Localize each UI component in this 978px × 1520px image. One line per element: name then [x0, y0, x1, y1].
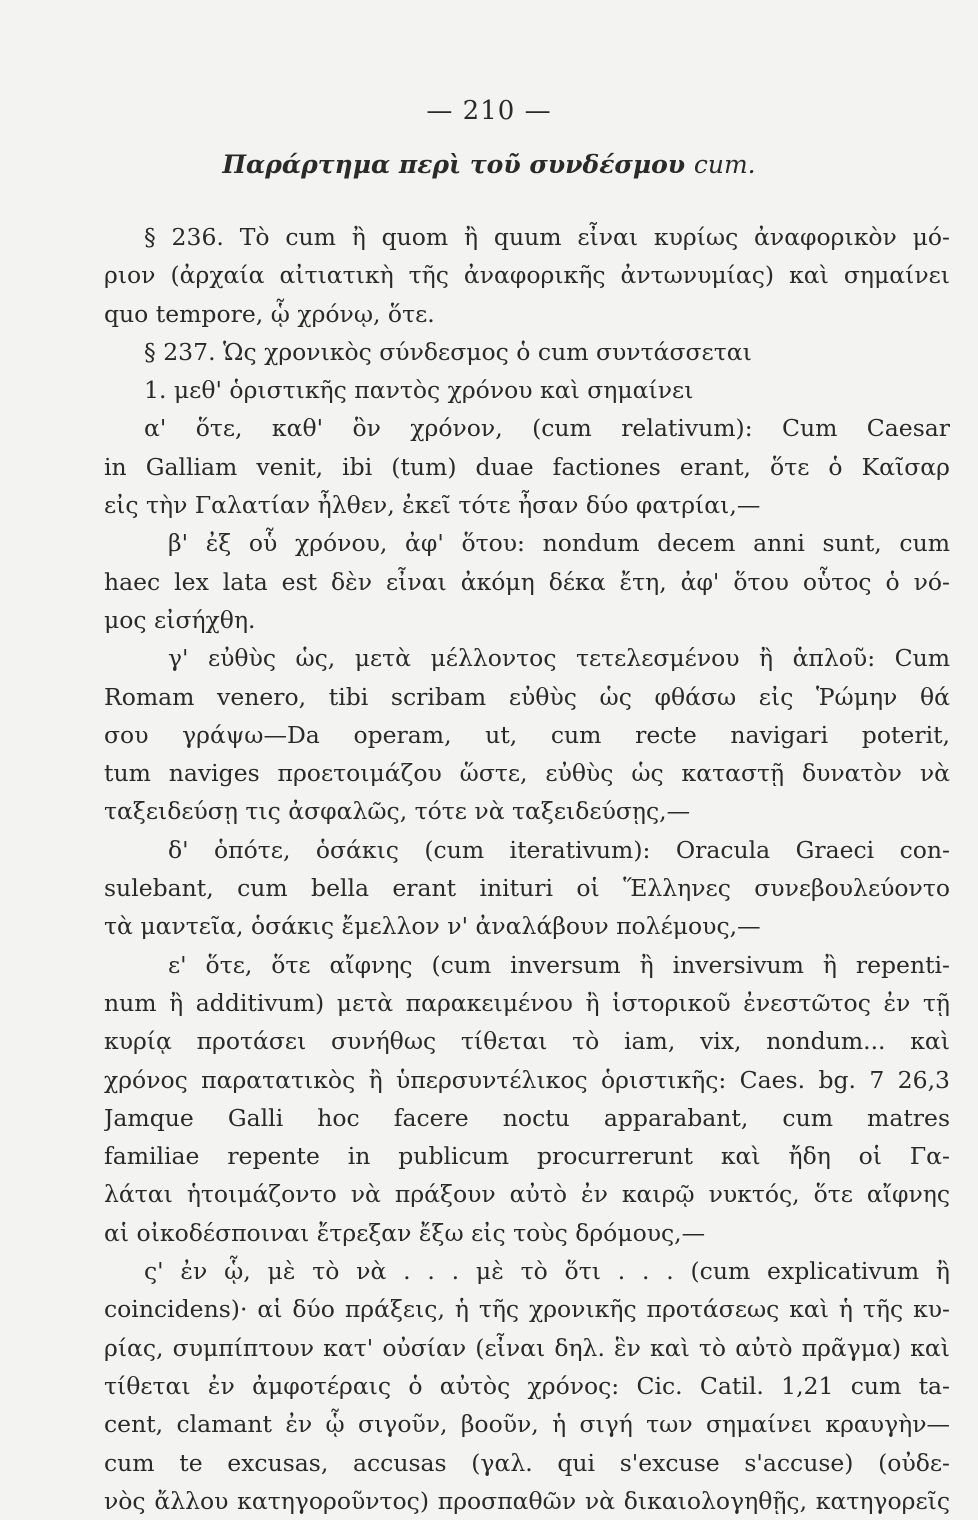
section-title-greek: Παράρτημα περὶ τοῦ συνδέσμου: [222, 150, 686, 179]
body-text: [104, 218, 950, 1520]
text-line: ς' ἐν ᾧ, μὲ τὸ νὰ . . . μὲ τὸ ὅτι . . . (cum explicativum ἢ: [144, 1257, 950, 1286]
text-line: σου γράψω—Da operam, ut, cum recte navigari poterit,: [104, 720, 950, 749]
text-line: εἰς τὴν Γαλατίαν ἦλθεν, ἐκεῖ τότε ἦσαν δύο φατρίαι,—: [104, 491, 761, 520]
text-line: sulebant, cum bella erant inituri οἱ Ἕλληνες συνεβουλεύοντο: [104, 874, 950, 903]
text-line: § 236. Τὸ cum ἢ quom ἢ quum εἶναι κυρίως ἀναφορικὸν μό-: [144, 223, 950, 251]
text-line: tum naviges προετοιμάζου ὥστε, εὐθὺς ὡς καταστῇ δυνατὸν νὰ: [104, 759, 950, 788]
text-line: γ' εὐθὺς ὡς, μετὰ μέλλοντος τετελεσμένου ἢ ἁπλοῦ: Cum: [168, 644, 950, 673]
text-line: cum te excusas, accusas (γαλ. qui s'excuse s'accuse) (οὐδε-: [104, 1448, 950, 1477]
text-line: μος εἰσήχθη.: [104, 605, 256, 634]
text-line: cent, clamant ἐν ᾧ σιγοῦν, βοοῦν, ἡ σιγή των σημαίνει κραυγὴν—: [104, 1410, 950, 1439]
text-line: κυρίᾳ προτάσει συνήθως τίθεται τὸ iam, vix, nondum... καὶ: [104, 1027, 950, 1056]
text-line: χρόνος παρατατικὸς ἢ ὑπερσυντέλικος ὁριστικῆς: Caes. bg. 7 26,3: [104, 1065, 950, 1094]
section-title: [0, 150, 978, 179]
text-line: τίθεται ἐν ἀμφοτέραις ὁ αὐτὸς χρόνος: Cic. Catil. 1,21 cum ta-: [104, 1371, 950, 1400]
text-line: in Galliam venit, ibi (tum) duae factiones erant, ὅτε ὁ Καῖσαρ: [104, 452, 950, 481]
text-line: quo tempore, ᾧ χρόνῳ, ὅτε.: [104, 299, 435, 328]
section-title-latin: cum.: [693, 150, 756, 179]
text-line: Jamque Galli hoc facere noctu apparabant, cum matres: [104, 1103, 950, 1132]
text-line: β' ἐξ οὗ χρόνου, ἀφ' ὅτου: nondum decem anni sunt, cum: [168, 529, 950, 558]
text-line: νὸς ἄλλου κατηγοροῦντος) προσπαθῶν νὰ δικαιολογηθῇς, κατηγορεῖς: [104, 1486, 950, 1515]
text-line: § 237. Ὡς χρονικὸς σύνδεσμος ὁ cum συντάσσεται: [144, 337, 752, 366]
text-line: num ἢ additivum) μετὰ παρακειμένου ἢ ἱστορικοῦ ἐνεστῶτος ἐν τῇ: [104, 988, 950, 1017]
text-line: δ' ὁπότε, ὁσάκις (cum iterativum): Oracula Graeci con-: [168, 835, 950, 864]
text-line: ε' ὅτε, ὅτε αἴφνης (cum inversum ἢ inversivum ἢ repenti-: [168, 950, 950, 979]
text-line: haec lex lata est δὲν εἶναι ἀκόμη δέκα ἔτη, ἀφ' ὅτου οὗτος ὁ νό-: [104, 567, 950, 596]
text-line: Romam venero, tibi scribam εὐθὺς ὡς φθάσω εἰς Ῥώμην θά: [104, 682, 950, 711]
text-line: τὰ μαντεῖα, ὁσάκις ἔμελλον ν' ἀναλάβουν πολέμους,—: [104, 912, 761, 941]
text-line: ρίας, συμπίπτουν κατ' οὐσίαν (εἶναι δηλ. ἓν καὶ τὸ αὐτὸ πρᾶγμα) καὶ: [104, 1333, 950, 1362]
page-number: — 210 —: [426, 96, 552, 126]
text-line: α' ὅτε, καθ' ὃν χρόνον, (cum relativum): Cum Caesar: [144, 414, 950, 443]
text-line: coincidens)· αἱ δύο πράξεις, ἡ τῆς χρονικῆς προτάσεως καὶ ἡ τῆς κυ-: [104, 1295, 950, 1324]
text-line: αἱ οἰκοδέσποιναι ἔτρεξαν ἔξω εἰς τοὺς δρόμους,—: [104, 1218, 706, 1247]
text-line: λάται ἡτοιμάζοντο νὰ πράξουν αὐτὸ ἐν καιρῷ νυκτός, ὅτε αἴφνης: [104, 1180, 950, 1209]
text-line: ριον (ἀρχαία αἰτιατικὴ τῆς ἀναφορικῆς ἀντωνυμίας) καὶ σημαίνει: [104, 261, 950, 290]
text-line: familiae repente in publicum procurrerunt καὶ ἤδη οἱ Γα-: [104, 1142, 950, 1171]
text-line: 1. μεθ' ὁριστικῆς παντὸς χρόνου καὶ σημαίνει: [144, 376, 694, 405]
text-line: ταξειδεύσῃ τις ἀσφαλῶς, τότε νὰ ταξειδεύσῃς,—: [104, 797, 691, 826]
